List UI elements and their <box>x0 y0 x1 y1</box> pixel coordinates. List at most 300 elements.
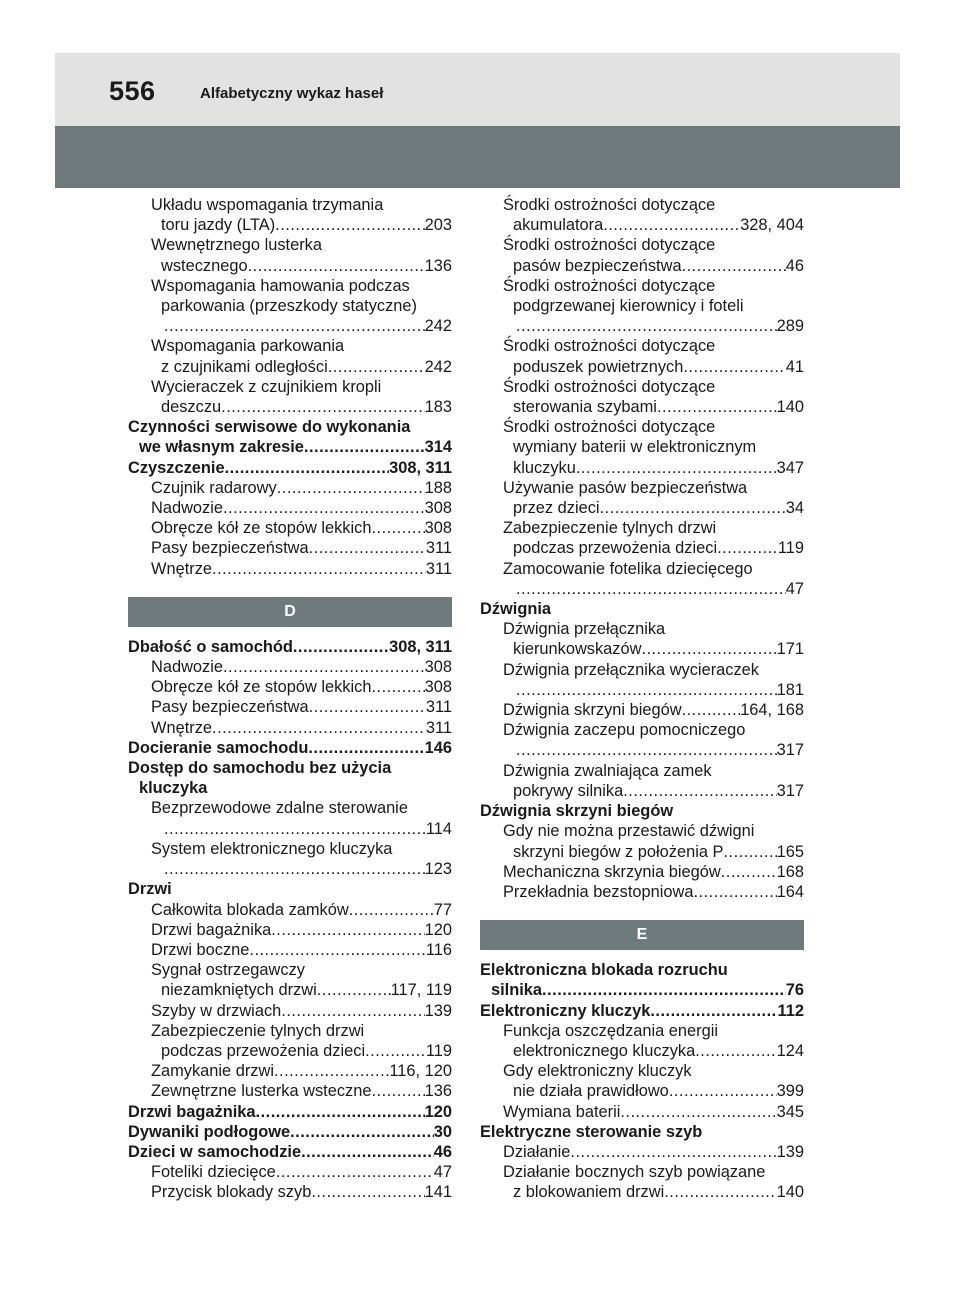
index-subentry <box>480 458 804 478</box>
page-reference: 311 <box>425 718 452 737</box>
entry-text: Przycisk blokady szyb <box>151 1183 312 1202</box>
index-subentry <box>480 215 804 235</box>
dot-leader <box>164 859 425 879</box>
dot-leader <box>349 900 434 920</box>
index-subentry <box>480 781 804 801</box>
dot-leader <box>600 498 786 518</box>
index-entry <box>128 1142 452 1162</box>
entry-text: podczas przewożenia dzieci <box>513 539 718 558</box>
index-subentry <box>480 882 804 902</box>
dot-leader <box>293 637 389 657</box>
index-subentry <box>480 559 804 579</box>
page-reference: 119 <box>425 1041 452 1060</box>
entry-text: Środki ostrożności dotyczące <box>503 377 716 396</box>
page-reference: 308 <box>424 658 452 677</box>
dot-leader <box>309 697 426 717</box>
page-reference: 171 <box>776 640 804 659</box>
index-subentry <box>128 478 452 498</box>
index-entry <box>128 1122 452 1142</box>
page-reference: 311 <box>425 559 452 578</box>
page-reference: 136 <box>424 1082 452 1101</box>
index-entry <box>128 458 452 478</box>
entry-text: Bezprzewodowe zdalne sterowanie <box>151 799 408 818</box>
index-subentry <box>480 276 804 296</box>
index-subentry <box>128 1162 452 1182</box>
index-subentry <box>128 195 452 215</box>
index-subentry <box>480 1162 804 1182</box>
index-subentry <box>128 900 452 920</box>
page-reference: 76 <box>785 981 804 1000</box>
page-reference: 168 <box>776 862 804 881</box>
entry-text: Dźwignia skrzyni biegów <box>480 802 674 821</box>
entry-text: wymiany baterii w elektronicznym <box>513 438 757 457</box>
index-subentry <box>480 862 804 882</box>
index-subentry <box>480 397 804 417</box>
dot-leader <box>371 1081 424 1101</box>
index-subentry <box>128 718 452 738</box>
entry-text: Czujnik radarowy <box>151 478 277 497</box>
index-subentry <box>480 1041 804 1061</box>
entry-text: Dywaniki podłogowe <box>128 1122 291 1141</box>
entry-text: Zamocowanie fotelika dziecięcego <box>503 559 753 578</box>
entry-text: Dźwignia zwalniająca zamek <box>503 761 712 780</box>
dot-leader <box>650 1001 777 1021</box>
entry-text: Środki ostrożności dotyczące <box>503 196 716 214</box>
dot-leader <box>683 357 785 377</box>
index-subentry <box>480 1102 804 1122</box>
page-reference: 139 <box>424 1001 452 1020</box>
index-subentry <box>480 518 804 538</box>
entry-text: Dźwignia przełącznika <box>503 620 666 639</box>
index-subentry <box>128 839 452 859</box>
entry-text: Używanie pasów bezpieczeństwa <box>503 478 748 497</box>
index-subentry <box>128 397 452 417</box>
page-reference: 242 <box>424 357 452 376</box>
index-column-left <box>128 195 452 1203</box>
index-entry <box>480 980 804 1000</box>
dot-leader <box>664 1182 776 1202</box>
entry-text: parkowania (przeszkody statyczne) <box>161 297 417 316</box>
page-reference: 317 <box>776 781 804 800</box>
dot-leader <box>669 1081 777 1101</box>
index-subentry <box>128 1021 452 1041</box>
dot-leader <box>212 559 426 579</box>
entry-text: niezamkniętych drzwi <box>161 981 317 1000</box>
index-subentry <box>480 478 804 498</box>
index-entry <box>480 1001 804 1021</box>
index-subentry <box>128 1041 452 1061</box>
index-subentry <box>128 1081 452 1101</box>
entry-text: Dźwignia zaczepu pomocniczego <box>503 721 746 740</box>
entry-text: Układu wspomagania trzymania <box>151 196 384 214</box>
dot-leader <box>682 700 741 720</box>
dot-leader <box>275 215 424 235</box>
index-subentry <box>128 276 452 296</box>
page-reference: 47 <box>433 1163 452 1182</box>
entry-text: Elektryczne sterowanie szyb <box>480 1122 703 1141</box>
entry-text: Czynności serwisowe do wykonania <box>128 418 411 437</box>
page-reference: 123 <box>424 860 452 879</box>
entry-text: Środki ostrożności dotyczące <box>503 276 716 295</box>
entry-text: Zewnętrzne lusterka wsteczne <box>151 1082 372 1101</box>
index-entry <box>480 1122 804 1142</box>
index-subentry <box>480 195 804 215</box>
index-subentry <box>480 639 804 659</box>
index-subentry <box>480 700 804 720</box>
entry-text: Funkcja oszczędzania energii <box>503 1021 719 1040</box>
entry-text: pasów bezpieczeństwa <box>513 256 682 275</box>
page-reference: 181 <box>776 680 804 699</box>
dot-leader <box>693 882 776 902</box>
entry-text: skrzyni biegów z położenia P <box>513 842 724 861</box>
dot-leader <box>657 397 777 417</box>
page-reference: 141 <box>424 1183 452 1202</box>
dot-leader <box>223 657 425 677</box>
index-subentry <box>128 960 452 980</box>
page-reference: 117, 119 <box>390 981 452 1000</box>
entry-text: Środki ostrożności dotyczące <box>503 418 716 437</box>
page-reference: 146 <box>424 738 452 757</box>
page-reference: 317 <box>776 741 804 760</box>
page-reference: 188 <box>424 478 452 497</box>
entry-text: kierunkowskazów <box>513 640 642 659</box>
dot-leader <box>311 1182 424 1202</box>
page-reference: 308, 311 <box>389 458 452 477</box>
page-reference: 314 <box>424 438 452 457</box>
index-subentry <box>480 1182 804 1202</box>
index-entry <box>480 599 804 619</box>
page-reference: 308, 311 <box>389 637 452 656</box>
entry-text: Nadwozie <box>151 499 223 518</box>
index-subentry <box>480 336 804 356</box>
page-reference: 77 <box>433 900 452 919</box>
entry-text: Zabezpieczenie tylnych drzwi <box>151 1021 365 1040</box>
page-reference: 124 <box>776 1041 804 1060</box>
page-reference: 139 <box>776 1142 804 1161</box>
index-subentry <box>128 336 452 356</box>
page-reference: 47 <box>785 579 804 598</box>
entry-text: Dbałość o samochód <box>128 637 293 656</box>
index-subentry <box>480 821 804 841</box>
index-subentry <box>480 740 804 760</box>
entry-text: Mechaniczna skrzynia biegów <box>503 862 721 881</box>
dot-leader <box>276 1162 434 1182</box>
page-reference: 140 <box>776 1183 804 1202</box>
page-reference: 46 <box>785 256 804 275</box>
dot-leader <box>308 738 424 758</box>
dot-leader <box>516 579 786 599</box>
dot-leader <box>212 718 426 738</box>
index-column-right <box>480 195 804 1203</box>
dot-leader <box>620 1102 776 1122</box>
dot-leader <box>721 862 777 882</box>
page-reference: 46 <box>433 1142 452 1161</box>
index-subentry <box>128 559 452 579</box>
index-subentry <box>480 680 804 700</box>
index-subentry <box>128 498 452 518</box>
index-subentry <box>128 1182 452 1202</box>
page-reference: 203 <box>424 216 452 235</box>
dot-leader <box>371 677 424 697</box>
index-entry <box>128 417 452 437</box>
entry-text: System elektronicznego kluczyka <box>151 839 393 858</box>
entry-text: przez dzieci <box>513 499 600 518</box>
entry-text: Docieranie samochodu <box>128 738 309 757</box>
page-reference: 308 <box>424 519 452 538</box>
entry-text: Wspomagania hamowania podczas <box>151 276 410 295</box>
index-subentry <box>480 357 804 377</box>
index-subentry <box>480 1142 804 1162</box>
page-reference: 347 <box>776 458 804 477</box>
entry-text: deszczu <box>161 398 222 417</box>
index-subentry <box>128 316 452 336</box>
page-reference: 345 <box>776 1102 804 1121</box>
index-subentry <box>480 660 804 680</box>
page-reference: 120 <box>424 920 452 939</box>
entry-text: Środki ostrożności dotyczące <box>503 337 716 356</box>
entry-text: Drzwi bagażnika <box>128 1102 256 1121</box>
dot-leader <box>317 980 391 1000</box>
entry-text: elektronicznego kluczyka <box>513 1041 696 1060</box>
entry-text: pokrywy silnika <box>513 781 624 800</box>
page-reference: 311 <box>425 698 452 717</box>
dot-leader <box>281 1001 424 1021</box>
entry-text: Działanie <box>503 1142 571 1161</box>
entry-text: Obręcze kół ze stopów lekkich <box>151 519 372 538</box>
index-entry <box>128 738 452 758</box>
dot-leader <box>309 538 426 558</box>
dot-leader <box>365 1041 426 1061</box>
index-entry <box>128 637 452 657</box>
page-reference: 140 <box>776 398 804 417</box>
index-entry <box>480 960 804 980</box>
index-subentry <box>128 920 452 940</box>
index-subentry <box>480 579 804 599</box>
index-subentry <box>480 235 804 255</box>
entry-text: Zabezpieczenie tylnych drzwi <box>503 519 717 538</box>
entry-text: z czujnikami odległości <box>161 357 328 376</box>
entry-text: Dzieci w samochodzie <box>128 1142 302 1161</box>
index-entry <box>128 778 452 798</box>
index-subentry <box>480 437 804 457</box>
index-subentry <box>128 518 452 538</box>
dot-leader <box>623 781 776 801</box>
entry-text: silnika <box>491 981 543 1000</box>
entry-text: Drzwi boczne <box>151 940 250 959</box>
index-subentry <box>128 1001 452 1021</box>
page-reference: 165 <box>776 842 804 861</box>
index-subentry <box>480 1061 804 1081</box>
entry-text: Dźwignia <box>480 600 552 619</box>
entry-text: Gdy nie można przestawić dźwigni <box>503 822 755 841</box>
index-subentry <box>480 296 804 316</box>
entry-text: akumulatora <box>513 216 604 235</box>
entry-text: Obręcze kół ze stopów lekkich <box>151 678 372 697</box>
entry-text: kluczyku <box>513 458 576 477</box>
page-reference: 136 <box>424 256 452 275</box>
page-reference: 30 <box>433 1122 452 1141</box>
index-subentry <box>480 761 804 781</box>
index-subentry <box>128 657 452 677</box>
entry-text: Dźwignia skrzyni biegów <box>503 701 682 720</box>
index-entry <box>128 758 452 778</box>
page-reference: 119 <box>777 539 804 558</box>
index-subentry <box>128 859 452 879</box>
entry-text: Drzwi bagażnika <box>151 920 272 939</box>
dot-leader <box>328 357 425 377</box>
page-reference: 116, 120 <box>389 1062 452 1081</box>
index-subentry <box>480 377 804 397</box>
page-reference: 289 <box>776 317 804 336</box>
page-reference: 308 <box>424 678 452 697</box>
index-subentry <box>480 619 804 639</box>
dot-leader <box>695 1041 776 1061</box>
dot-leader <box>271 920 424 940</box>
page-reference: 116 <box>425 940 452 959</box>
page-reference: 112 <box>777 1001 804 1020</box>
entry-text: Pasy bezpieczeństwa <box>151 698 309 717</box>
index-subentry <box>128 538 452 558</box>
entry-text: Foteliki dziecięce <box>151 1163 276 1182</box>
dot-leader <box>641 639 776 659</box>
page-reference: 308 <box>424 499 452 518</box>
section-letter-d: D <box>128 597 452 627</box>
page-number: 556 <box>109 76 156 106</box>
dot-leader <box>570 1142 776 1162</box>
entry-text: poduszek powietrznych <box>513 357 684 376</box>
entry-text: Gdy elektroniczny kluczyk <box>503 1062 692 1081</box>
entry-text: Działanie bocznych szyb powiązane <box>503 1163 766 1182</box>
page-title: Alfabetyczny wykaz haseł <box>200 85 384 102</box>
entry-text: Dostęp do samochodu bez użycia <box>128 759 392 778</box>
entry-text: nie działa prawidłowo <box>513 1082 669 1101</box>
index-subentry <box>128 296 452 316</box>
dot-leader <box>248 256 425 276</box>
index-subentry <box>128 819 452 839</box>
page-reference: 164 <box>776 882 804 901</box>
index-subentry <box>480 1081 804 1101</box>
dot-leader <box>717 538 778 558</box>
dot-leader <box>682 256 786 276</box>
entry-text: Elektroniczna blokada rozruchu <box>480 961 728 980</box>
entry-text: z blokowaniem drzwi <box>513 1183 665 1202</box>
page-reference: 242 <box>424 317 452 336</box>
entry-text: Całkowita blokada zamków <box>151 900 349 919</box>
index-subentry <box>480 720 804 740</box>
index-subentry <box>480 256 804 276</box>
dot-leader <box>516 680 777 700</box>
entry-text: Pasy bezpieczeństwa <box>151 539 309 558</box>
index-entry <box>480 801 804 821</box>
index-entry <box>128 437 452 457</box>
index-subentry <box>128 256 452 276</box>
index-subentry <box>128 235 452 255</box>
entry-text: Wewnętrznego lusterka <box>151 236 322 255</box>
index-subentry <box>128 798 452 818</box>
dot-leader <box>274 1061 389 1081</box>
entry-text: Środki ostrożności dotyczące <box>503 236 716 255</box>
entry-text: Wnętrze <box>151 559 213 578</box>
entry-text: we własnym zakresie <box>139 438 304 457</box>
entry-text: Nadwozie <box>151 658 223 677</box>
dot-leader <box>249 940 425 960</box>
entry-text: Przekładnia bezstopniowa <box>503 882 694 901</box>
index-subentry <box>480 538 804 558</box>
entry-text: Czyszczenie <box>128 458 225 477</box>
entry-text: podczas przewożenia dzieci <box>161 1041 366 1060</box>
entry-text: Szyby w drzwiach <box>151 1001 282 1020</box>
section-letter-e: E <box>480 920 804 950</box>
page-reference: 328, 404 <box>740 216 804 235</box>
page-reference: 114 <box>425 819 452 838</box>
index-subentry <box>128 1061 452 1081</box>
header-band <box>55 53 900 126</box>
index-subentry <box>480 498 804 518</box>
entry-text: Wycieraczek z czujnikiem kropli <box>151 377 382 396</box>
page-reference: 120 <box>424 1102 452 1121</box>
dot-leader <box>164 316 425 336</box>
index-subentry <box>480 316 804 336</box>
index-subentry <box>128 215 452 235</box>
index-subentry <box>128 980 452 1000</box>
entry-text: sterowania szybami <box>513 398 657 417</box>
dot-leader <box>304 437 425 457</box>
dot-leader <box>164 819 426 839</box>
dot-leader <box>277 478 425 498</box>
entry-text: Zamykanie drzwi <box>151 1062 274 1081</box>
dot-leader <box>290 1122 434 1142</box>
page-reference: 164, 168 <box>740 701 804 720</box>
index-entry <box>128 1102 452 1122</box>
entry-text: kluczyka <box>139 779 208 798</box>
dot-leader <box>516 316 777 336</box>
dot-leader <box>576 458 777 478</box>
dot-leader <box>723 842 776 862</box>
entry-text: Dźwignia przełącznika wycieraczek <box>503 660 759 679</box>
entry-text: Wspomagania parkowania <box>151 337 345 356</box>
page-reference: 399 <box>776 1082 804 1101</box>
index-subentry <box>128 377 452 397</box>
dot-leader <box>542 980 786 1000</box>
dot-leader <box>371 518 424 538</box>
index-subentry <box>480 842 804 862</box>
entry-text: Drzwi <box>128 880 172 899</box>
dot-leader <box>256 1102 425 1122</box>
dot-leader <box>301 1142 434 1162</box>
index-subentry <box>480 417 804 437</box>
dot-leader <box>221 397 425 417</box>
page-reference: 41 <box>785 357 804 376</box>
dot-leader <box>603 215 740 235</box>
index-subentry <box>128 677 452 697</box>
dot-leader <box>223 498 425 518</box>
index-subentry <box>128 940 452 960</box>
index-subentry <box>480 1021 804 1041</box>
page-reference: 34 <box>785 499 804 518</box>
dot-leader <box>225 458 390 478</box>
entry-text: Wnętrze <box>151 718 213 737</box>
index-entry <box>128 879 452 899</box>
page-reference: 183 <box>424 398 452 417</box>
entry-text: wstecznego <box>161 256 248 275</box>
entry-text: Wymiana baterii <box>503 1102 621 1121</box>
entry-text: toru jazdy (LTA) <box>161 216 276 235</box>
dot-leader <box>516 740 777 760</box>
entry-text: Sygnał ostrzegawczy <box>151 961 305 980</box>
entry-text: podgrzewanej kierownicy i foteli <box>513 297 744 316</box>
index-subentry <box>128 697 452 717</box>
index-subentry <box>128 357 452 377</box>
